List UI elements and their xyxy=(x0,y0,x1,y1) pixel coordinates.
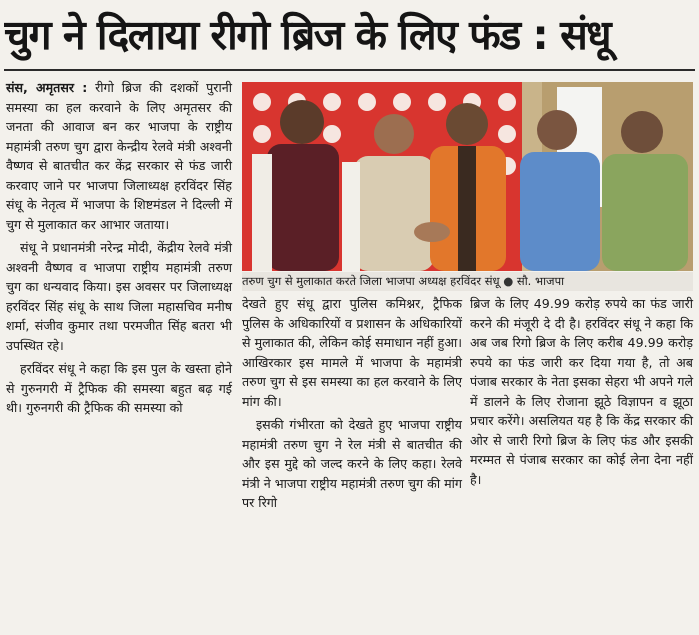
caption-credit: सौ. भाजपा xyxy=(516,274,565,288)
article-paragraph: देखते हुए संधू द्वारा पुलिस कमिश्नर, ट्रैफिक पुलिस के अधिकारियों व प्रशासन के अधिकारियों से मुलाकात की, लेकिन कोई समाधान नहीं हुआ। आखिरकार इस मामले में भाजपा के महामंत्री तरुण चुग से इस समस्या का हल करवाने के लिए मांग की। xyxy=(242,296,462,409)
article-column-1 xyxy=(6,78,232,422)
article-paragraph: ब्रिज के लिए 49.99 करोड़ रुपये का फंड जारी करने की मंजूरी दे दी है। हरविंदर संधू ने कहा कि अब जब रिगो ब्रिज के लिए करीब 49.99 करोड़ रुपये का फंड जारी कर दिया गया है, तो अब पंजाब सरकार के नेता इसका सेहरा भी अपने गले में डालने के लिए रोजाना झूठे विज्ञापन व झूठा प्रचार करेंगे। असलियत यह है कि केंद्र सरकार की ओर से जारी रिगो ब्रिज के लिए फंड और इसकी मरम्मत से पंजाब सरकार का कोई लेना देना नहीं है। xyxy=(470,296,693,487)
headline-rule xyxy=(4,69,695,71)
byline: संस, अमृतसर : xyxy=(6,80,88,95)
article-column-3 xyxy=(470,294,693,493)
headline: चुग ने दिलाया रीगो ब्रिज के लिए फंड : संधू xyxy=(4,11,611,59)
photo-caption xyxy=(242,272,693,291)
caption-text: तरुण चुग से मुलाकात करते जिला भाजपा अध्यक्ष हरविंदर संधू xyxy=(242,274,500,288)
article-paragraph: इसकी गंभीरता को देखते हुए भाजपा राष्ट्रीय महामंत्री तरुण चुग ने रेल मंत्री से बातचीत की और इस मुद्दे को जल्द करने के लिए कहा। रेलवे मंत्री ने भाजपा राष्ट्रीय महामंत्री तरुण चुग की मांग पर रिगो xyxy=(242,417,462,510)
credit-bullet-icon: ● xyxy=(503,274,514,288)
article-column-2 xyxy=(242,294,462,517)
article-paragraph: संस, अमृतसर : रीगो ब्रिज की दशकों पुरानी समस्या का हल करवाने के लिए अमृतसर की जनता की आवाज बन कर भाजपा के राष्ट्रीय महामंत्री तरुण चुग द्वारा केन्द्रीय रेलवे मंत्री अश्वनी वैष्णव से बातचीत कर केंद्र सरकार से फंड जारी करवाए जाने पर भाजपा जिलाध्यक्ष हरविंदर सिंह संधू के नेतृत्व में भाजपा के शिष्टमंडल ने दिल्ली में चुग से मुलाकात कर आभार जताया। xyxy=(6,80,232,232)
group-photo-illustration xyxy=(242,82,693,271)
article-paragraph: संधू ने प्रधानमंत्री नरेन्द्र मोदी, केंद्रीय रेलवे मंत्री अश्वनी वैष्णव व भाजपा राष्ट्रीय महामंत्री तरुण चुग का धन्यवाद किया। इस अवसर पर जिलाध्यक्ष हरविंदर सिंह संधू के साथ जिला महासचिव मनीष शर्मा, संजीव कुमार तथा परमजीत सिंह बतरा भी उपस्थित रहे। xyxy=(6,240,232,353)
news-photo xyxy=(242,82,693,271)
article-paragraph: हरविंदर संधू ने कहा कि इस पुल के खस्ता होने से गुरुनगरी में ट्रैफिक की समस्या बहुत बढ़ गई थी। गुरुनगरी की ट्रैफिक की समस्या को xyxy=(6,361,232,415)
